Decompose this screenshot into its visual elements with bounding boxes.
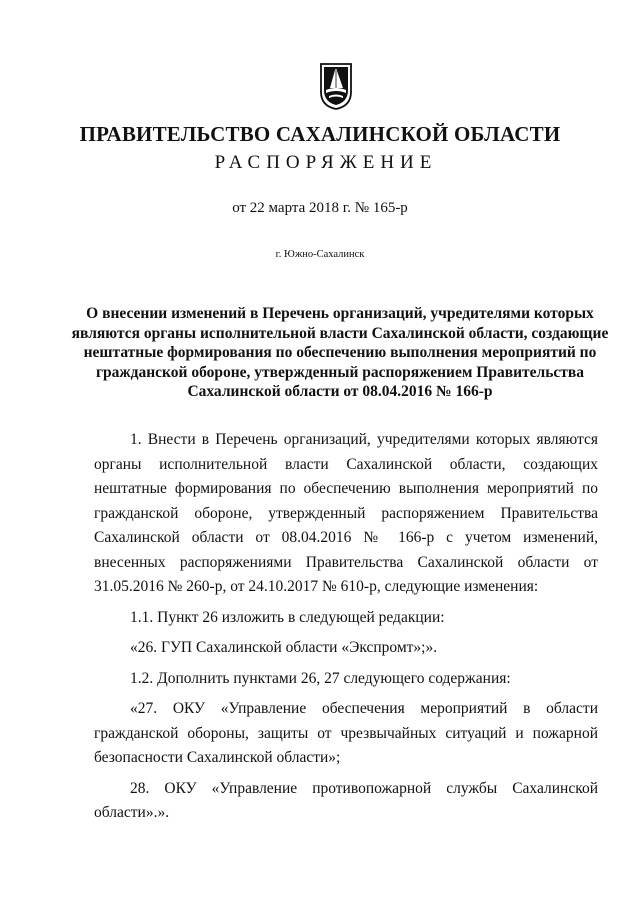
document-type: РАСПОРЯЖЕНИЕ: [214, 152, 438, 173]
document-date-number: от 22 марта 2018 г. № 165-р: [232, 200, 408, 216]
government-title: ПРАВИТЕЛЬСТВО САХАЛИНСКОЙ ОБЛАСТИ: [79, 122, 561, 146]
paragraph: 1. Внести в Перечень организаций, учредителями которых являются органы исполнительной власти Сахалинской области, создающих нештатные формирования по обеспечению выполнения мероприятий по гражданской обороне, утвержденный распоряжением Правительства Сахалинской области от 08.04.2016 № 166-р с учетом изменений, внесенных распоряжениями Правительства Сахалинской области от 31.05.2016 № 260-р, от 24.10.2017 № 610-р, следующие изменения:: [94, 431, 598, 595]
paragraph: 28. ОКУ «Управление противопожарной службы Сахалинской области».».: [94, 779, 598, 821]
paragraph: 1.2. Дополнить пунктами 26, 27 следующего содержания:: [130, 669, 511, 687]
document-heading: О внесении изменений в Перечень организаций, учредителями которых являются органы исполнительной власти Сахалинской области, создающие нештатные формирования по обеспечению выполнения мероприятий по гражданской обороне, утвержденный распоряжением Правительства Сахалинской области от 08.04.2016 № 166-р: [71, 305, 609, 400]
document-city: г. Южно-Сахалинск: [275, 249, 365, 260]
paragraph: 1.1. Пункт 26 изложить в следующей редакции:: [130, 608, 445, 626]
paragraph: «27. ОКУ «Управление обеспечения мероприятий в области гражданской обороны, защиты от чрезвычайных ситуаций и пожарной безопасности Сахалинской области»;: [94, 700, 598, 766]
paragraph: «26. ГУП Сахалинской области «Экспромт»;».: [130, 639, 438, 656]
document-body: [94, 428, 598, 826]
sakhalin-coat-of-arms-icon: [318, 62, 354, 110]
